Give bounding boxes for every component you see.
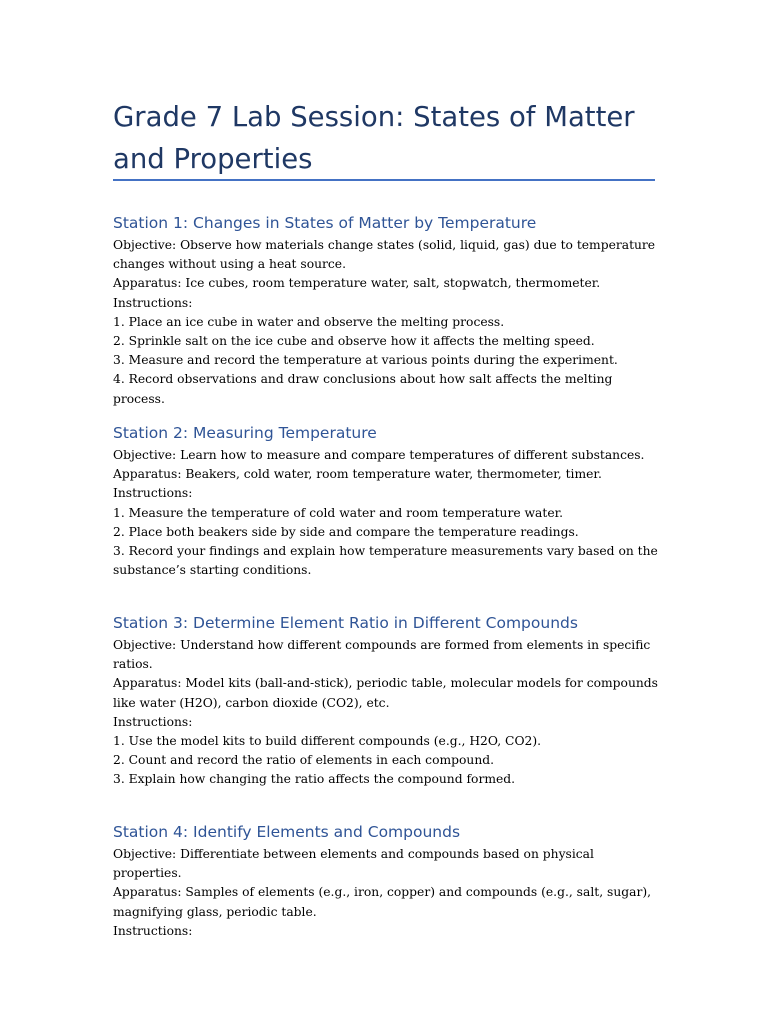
station-2-heading: Station 2: Measuring Temperature: [113, 424, 377, 442]
station-3-step-1: 1. Use the model kits to build different compounds (e.g., H2O, CO2).: [113, 734, 542, 749]
station-2-apparatus: Apparatus: Beakers, cold water, room temperature water, thermometer, timer.: [113, 467, 602, 482]
station-3-heading: Station 3: Determine Element Ratio in Different Compounds: [113, 614, 578, 632]
station-4-section: [113, 821, 658, 941]
station-2-objective: Objective: Learn how to measure and compare temperatures of different substances.: [113, 448, 645, 462]
station-1-step-2: 2. Sprinkle salt on the ice cube and observe how it affects the melting speed.: [113, 334, 595, 349]
station-3-step-3: 3. Explain how changing the ratio affects the compound formed.: [113, 772, 516, 787]
station-3-section: [113, 612, 658, 790]
station-3-apparatus: Apparatus: Model kits (ball-and-stick), periodic table, molecular models for compounds like water (H2O), carbon dioxide (CO2), etc.: [113, 676, 658, 710]
station-1-instructions-label: Instructions:: [113, 295, 193, 310]
station-4-instructions-label: Instructions:: [113, 923, 193, 938]
station-4-heading: Station 4: Identify Elements and Compounds: [113, 823, 461, 841]
station-3-step-2: 2. Count and record the ratio of elements in each compound.: [113, 753, 495, 768]
station-4-objective: Objective: Differentiate between elements and compounds based on physical properties.: [113, 847, 594, 881]
station-2-step-2: 2. Place both beakers side by side and compare the temperature readings.: [113, 524, 579, 539]
document-title: Grade 7 Lab Session: States of Matter and Properties: [113, 101, 635, 175]
station-1-section: [113, 212, 658, 409]
station-1-objective: Objective: Observe how materials change states (solid, liquid, gas) due to temperature changes without using a heat source.: [113, 238, 656, 272]
station-2-step-3: 3. Record your findings and explain how temperature measurements vary based on the substance’s starting conditions.: [113, 544, 658, 578]
station-1-step-1: 1. Place an ice cube in water and observe the melting process.: [113, 314, 505, 329]
station-3-instructions-label: Instructions:: [113, 714, 193, 729]
station-2-section: [113, 422, 658, 580]
station-1-heading: Station 1: Changes in States of Matter by Temperature: [113, 214, 537, 232]
station-2-instructions-label: Instructions:: [113, 486, 193, 501]
title-underline: [113, 179, 655, 181]
station-1-step-4: 4. Record observations and draw conclusions about how salt affects the melting process.: [113, 372, 613, 406]
station-1-step-3: 3. Measure and record the temperature at various points during the experiment.: [113, 353, 618, 368]
station-3-objective: Objective: Understand how different compounds are formed from elements in specific ratios.: [113, 638, 651, 672]
station-4-apparatus: Apparatus: Samples of elements (e.g., iron, copper) and compounds (e.g., salt, sugar), magnifying glass, periodic table.: [113, 885, 652, 919]
station-2-step-1: 1. Measure the temperature of cold water and room temperature water.: [113, 505, 564, 520]
station-1-apparatus: Apparatus: Ice cubes, room temperature water, salt, stopwatch, thermometer.: [113, 276, 601, 291]
